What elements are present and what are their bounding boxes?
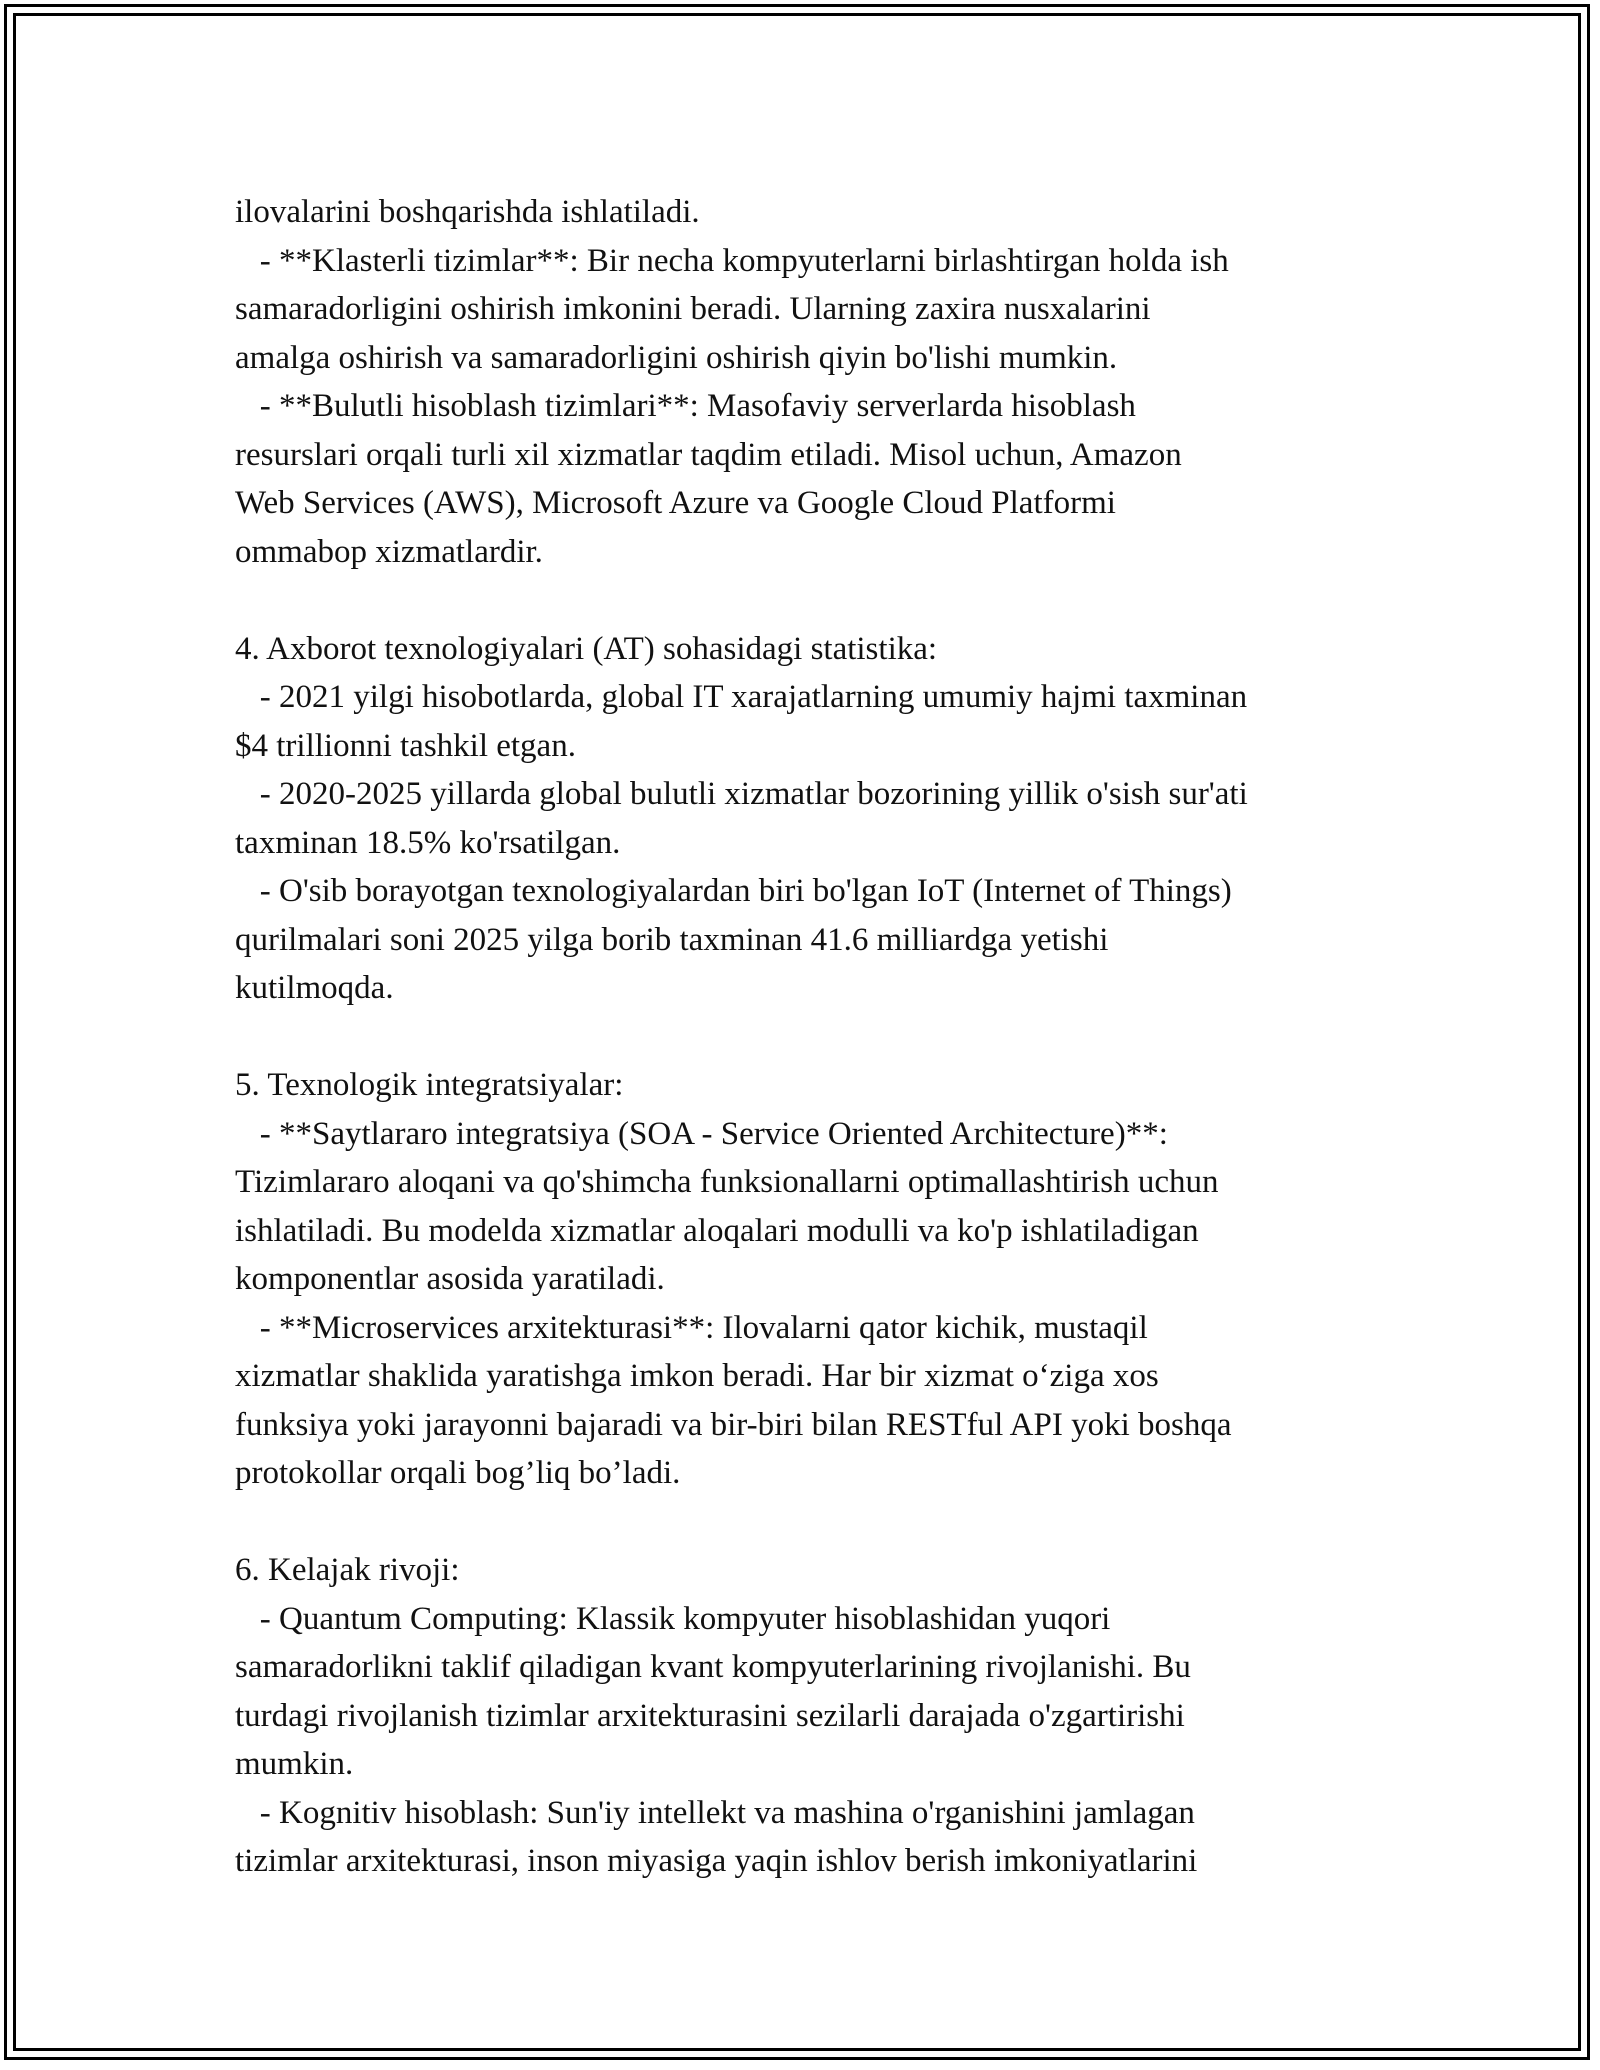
text-line: - **Microservices arxitekturasi**: Ilovalarni qator kichik, mustaqil — [235, 1309, 1148, 1346]
text-line: - **Saytlararo integratsiya (SOA - Service Oriented Architecture)**: — [235, 1115, 1168, 1152]
text-line: - **Klasterli tizimlar**: Bir necha kompyuterlarni birlashtirgan holda ish — [235, 242, 1229, 279]
paragraph-gap — [235, 1013, 1395, 1062]
text-line: ishlatiladi. Bu modelda xizmatlar aloqalari modulli va ko'p ishlatiladigan — [235, 1212, 1199, 1249]
text-line: $4 trillionni tashkil etgan. — [235, 727, 576, 764]
text-line: - O'sib borayotgan texnologiyalardan biri bo'lgan IoT (Internet of Things) — [235, 873, 1232, 909]
text-line: mumkin. — [235, 1746, 354, 1782]
paragraph-gap — [235, 1498, 1395, 1547]
text-line: turdagi rivojlanish tizimlar arxitekturasini sezilarli darajada o'zgartirishi — [235, 1697, 1185, 1734]
document-body — [235, 188, 1395, 1886]
text-line: taxminan 18.5% ko'rsatilgan. — [235, 824, 621, 861]
section-heading: 5. Texnologik integratsiyalar: — [235, 1067, 624, 1103]
text-line: xizmatlar shaklida yaratishga imkon beradi. Har bir xizmat o‘ziga xos — [235, 1358, 1159, 1394]
text-line: komponentlar asosida yaratiladi. — [235, 1261, 665, 1297]
text-line: tizimlar arxitekturasi, inson miyasiga yaqin ishlov berish imkoniyatlarini — [235, 1843, 1198, 1879]
text-line: - 2021 yilgi hisobotlarda, global IT xarajatlarning umumiy hajmi taxminan — [235, 679, 1248, 715]
text-line: - Kognitiv hisoblash: Sun'iy intellekt va mashina o'rganishini jamlagan — [235, 1794, 1195, 1831]
text-line: kutilmoqda. — [235, 970, 394, 1006]
text-line: Web Services (AWS), Microsoft Azure va Google Cloud Platformi — [235, 485, 1116, 521]
text-line: qurilmalari soni 2025 yilga borib taxminan 41.6 milliardga yetishi — [235, 921, 1109, 958]
text-line: ommabop xizmatlardir. — [235, 533, 543, 570]
text-line: protokollar orqali bog’liq bo’ladi. — [235, 1455, 681, 1491]
text-line: samaradorlikni taklif qiladigan kvant kompyuterlarining rivojlanishi. Bu — [235, 1649, 1191, 1685]
text-line: Tizimlararo aloqani va qo'shimcha funksionallarni optimallashtirish uchun — [235, 1164, 1219, 1200]
section-heading: 6. Kelajak rivoji: — [235, 1552, 460, 1588]
section-heading: 4. Axborot texnologiyalari (AT) sohasidagi statistika: — [235, 630, 938, 667]
text-line: - **Bulutli hisoblash tizimlari**: Masofaviy serverlarda hisoblash — [235, 388, 1136, 424]
text-line: ilovalarini boshqarishda ishlatiladi. — [235, 194, 700, 230]
text-line: funksiya yoki jarayonni bajaradi va bir-biri bilan RESTful API yoki boshqa — [235, 1406, 1232, 1443]
paragraph-gap — [235, 576, 1395, 625]
text-line: amalga oshirish va samaradorligini oshirish qiyin bo'lishi mumkin. — [235, 339, 1118, 376]
text-line: samaradorligini oshirish imkonini beradi. Ularning zaxira nusxalarini — [235, 291, 1151, 327]
text-line: resurslari orqali turli xil xizmatlar taqdim etiladi. Misol uchun, Amazon — [235, 436, 1182, 473]
text-line: - Quantum Computing: Klassik kompyuter hisoblashidan yuqori — [235, 1600, 1111, 1637]
text-line: - 2020-2025 yillarda global bulutli xizmatlar bozorining yillik o'sish sur'ati — [235, 776, 1248, 812]
